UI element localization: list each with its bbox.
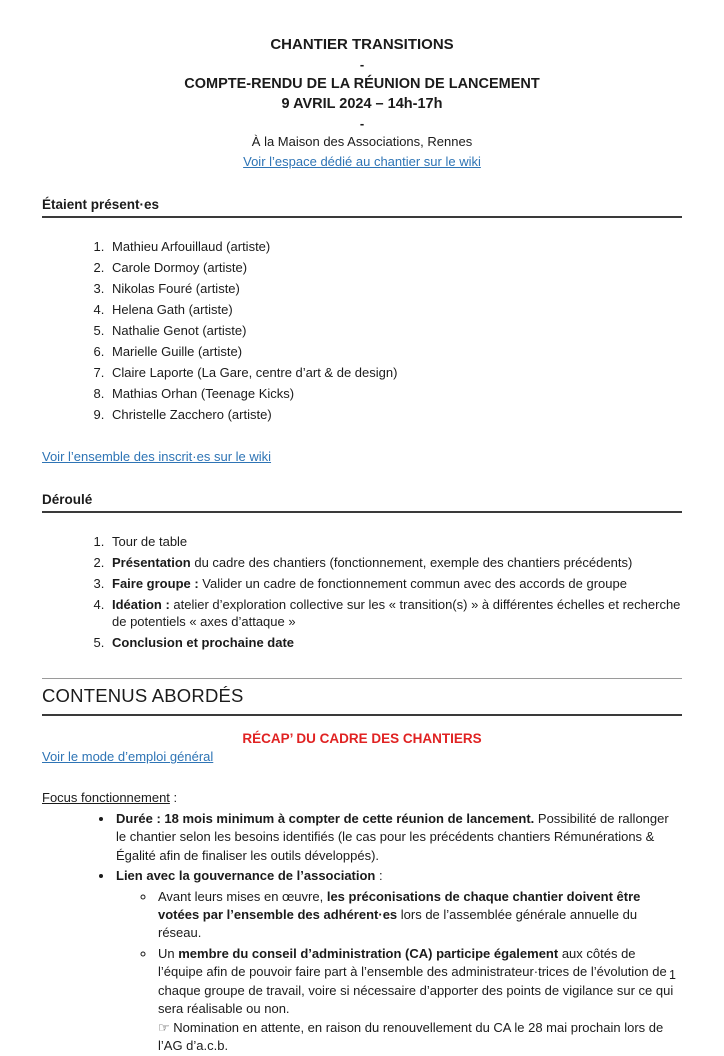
attendee-list-item: 3. Nikolas Fouré (artiste)	[108, 280, 682, 298]
mode-demploi-link[interactable]: Voir le mode d’emploi général	[42, 749, 214, 765]
attendee-list-item: 8. Mathias Orhan (Teenage Kicks)	[108, 385, 682, 403]
agenda-heading: Déroulé	[42, 492, 682, 513]
attendee-list-item: 9. Christelle Zacchero (artiste)	[108, 406, 682, 424]
attendee-list-item: 7. Claire Laporte (La Gare, centre d’art & de design)	[108, 364, 682, 382]
focus-functioning-label: Focus fonctionnement :	[42, 789, 178, 805]
focus-bullet-list	[42, 810, 682, 1056]
document-title: CHANTIER TRANSITIONS	[270, 36, 454, 53]
agenda-list-item: 3. Faire groupe : Valider un cadre de fonctionnement commun avec des accords de groupe	[108, 575, 682, 593]
recap-title: RÉCAP’ DU CADRE DES CHANTIERS	[242, 731, 482, 747]
attendees-heading: Étaient présent·es	[42, 197, 682, 218]
pointing-hand-icon: ☞	[158, 1019, 170, 1035]
document-header	[42, 34, 682, 171]
gouvernance-sub-list	[116, 888, 682, 1056]
title-separator: -	[359, 56, 365, 72]
attendee-list-item: 2. Carole Dormoy (artiste)	[108, 259, 682, 277]
agenda-list	[42, 533, 682, 653]
meeting-location: À la Maison des Associations, Rennes	[251, 133, 473, 149]
attendee-list-item: 5. Nathalie Genot (artiste)	[108, 322, 682, 340]
title-separator-2: -	[359, 115, 365, 131]
document-subtitle: COMPTE-RENDU DE LA RÉUNION DE LANCEMENT	[184, 75, 540, 92]
sub-bullet-preconisations: ◦ Avant leurs mises en œuvre, les préconisations de chaque chantier doivent être votées par l’ensemble des adhérent·es lors de l’assemblée générale annuelle du réseau.	[156, 888, 682, 943]
agenda-list-item: 5. Conclusion et prochaine date	[108, 634, 682, 652]
page-number: 1	[669, 968, 676, 982]
agenda-list-item: 1. Tour de table	[108, 533, 682, 551]
contents-section-heading: CONTENUS ABORDÉS	[42, 678, 682, 716]
wiki-space-link[interactable]: Voir l’espace dédié au chantier sur le wiki	[243, 153, 481, 169]
meeting-datetime: 9 AVRIL 2024 – 14h-17h	[281, 96, 443, 113]
registered-list-wiki-link[interactable]: Voir l’ensemble des inscrit·es sur le wiki	[42, 448, 272, 464]
attendee-list-item: 4. Helena Gath (artiste)	[108, 301, 682, 319]
agenda-list-item: 4. Idéation : atelier d’exploration collective sur les « transition(s) » à différentes échelles et recherche de potentiels « axes d’attaque »	[108, 596, 682, 632]
attendee-list-item: 6. Marielle Guille (artiste)	[108, 343, 682, 361]
agenda-list-item: 2. Présentation du cadre des chantiers (fonctionnement, exemple des chantiers précédents)	[108, 554, 682, 572]
nomination-note: ☞ Nomination en attente, en raison du renouvellement du CA le 28 mai prochain lors de l’AG d’a.c.b.	[158, 1019, 664, 1054]
sub-bullet-ca-membre: ◦ Un membre du conseil d’administration (CA) participe également aux côtés de l’équipe afin de pouvoir faire part à l’ensemble des administrateur·trices de l’évolution de chaque groupe de travail, voire si nécessaire d’apporter des points de vigilance sur ce qui sera réalisable ou non. ☞ Nomination en attente, en raison du renouvellement du CA le 28 mai prochain lors de l’AG d’a.c.b.	[156, 945, 682, 1056]
bullet-duree: • Durée : 18 mois minimum à compter de cette réunion de lancement. Possibilité de rallonger le chantier selon les besoins identifiés (le cas pour les précédents chantiers Rémunérations & Égalité afin de finaliser les outils développés).	[114, 810, 682, 865]
bullet-gouvernance: • Lien avec la gouvernance de l’association : ◦ Avant leurs mises en œuvre, les préconisations de chaque chantier doivent être votées par l’ensemble des adhérent·es lors de l’assemblée générale annuelle du réseau. ◦ Un membre du conseil d’administration (CA) participe également aux côtés de l’équipe afin de pouvoir faire part à l’ensemble des administrateur·trices de l’évolution de chaque groupe de travail, voire si nécessaire d’apporter des points de vigilance sur ce qui sera réalisable ou non. ☞ Nomination en attente, en raison du renouvellement du CA le 28 mai prochain lors de l’AG d’a.c.b.	[114, 867, 682, 1056]
attendee-list-item: 1. Mathieu Arfouillaud (artiste)	[108, 238, 682, 256]
attendees-list	[42, 238, 682, 423]
